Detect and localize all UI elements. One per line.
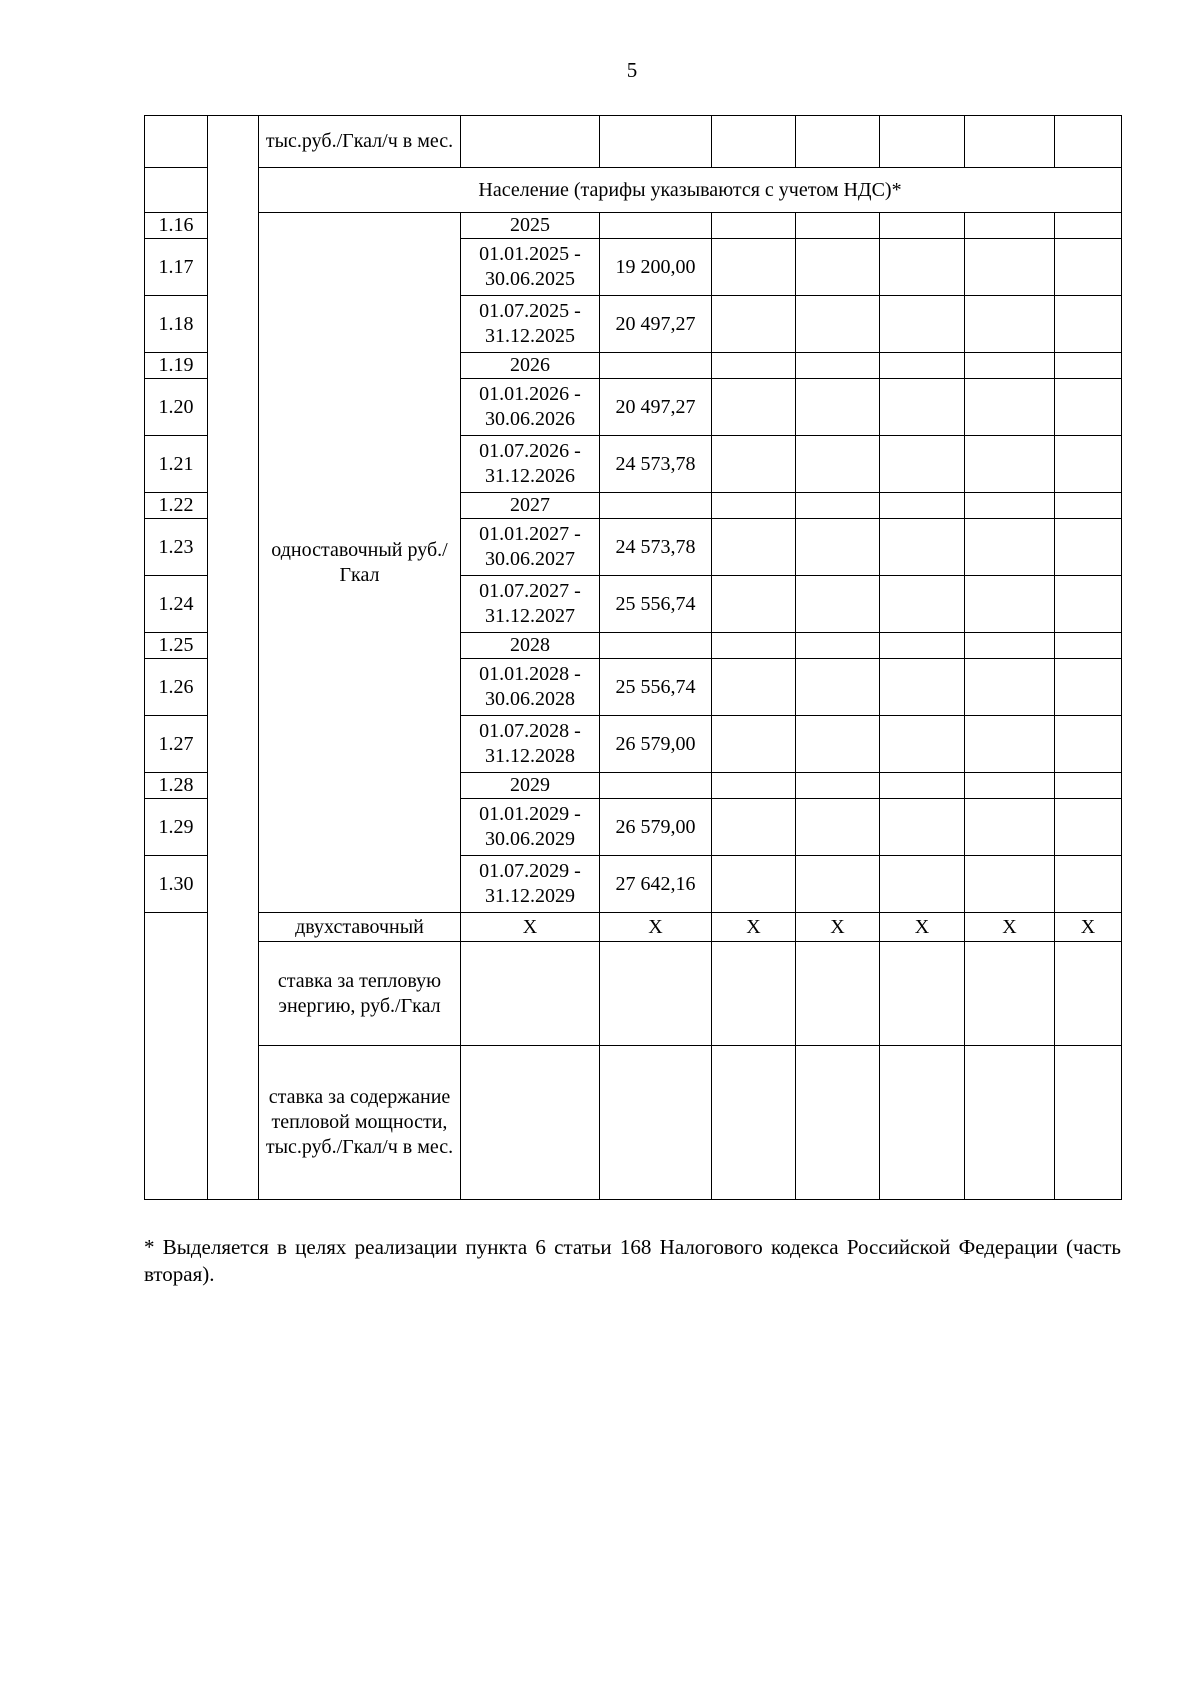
- empty-cell: [965, 436, 1055, 493]
- empty-cell: [880, 799, 965, 856]
- empty-cell: [965, 493, 1055, 519]
- tariff-value: 25 556,74: [600, 576, 712, 633]
- empty-cell: [965, 773, 1055, 799]
- row-number: 1.18: [145, 296, 208, 353]
- empty-cell: [880, 213, 965, 239]
- empty-cell: [712, 576, 796, 633]
- empty-cell: [796, 436, 880, 493]
- empty-cell: [1055, 659, 1122, 716]
- empty-cell: [712, 436, 796, 493]
- period-cell: 01.01.2026 - 30.06.2026: [461, 379, 600, 436]
- table-row-capacity-rate: [145, 1046, 1122, 1200]
- empty-cell: [880, 436, 965, 493]
- row-number: 1.23: [145, 519, 208, 576]
- empty-cell: [965, 519, 1055, 576]
- period-cell: 01.07.2027 - 31.12.2027: [461, 576, 600, 633]
- page-number: 5: [626, 58, 638, 82]
- empty-cell: [712, 519, 796, 576]
- empty-cell: [461, 942, 600, 1046]
- row-number: 1.28: [145, 773, 208, 799]
- empty-cell: [796, 659, 880, 716]
- row-number: 1.27: [145, 716, 208, 773]
- empty-cell: [712, 856, 796, 913]
- empty-cell: [880, 519, 965, 576]
- empty-cell: [796, 519, 880, 576]
- row-number: 1.26: [145, 659, 208, 716]
- tariff-value: [600, 353, 712, 379]
- row-number: 1.24: [145, 576, 208, 633]
- empty-cell: [880, 716, 965, 773]
- empty-cell: [1055, 296, 1122, 353]
- year-cell: 2025: [461, 213, 600, 239]
- empty-cell: [712, 353, 796, 379]
- empty-cell: [1055, 633, 1122, 659]
- row-number: 1.21: [145, 436, 208, 493]
- empty-cell: [712, 493, 796, 519]
- empty-cell: [461, 1046, 600, 1200]
- empty-cell: [880, 773, 965, 799]
- tariff-value: [600, 213, 712, 239]
- period-cell: 01.01.2029 - 30.06.2029: [461, 799, 600, 856]
- period-cell: 01.07.2029 - 31.12.2029: [461, 856, 600, 913]
- two-rate-label: двухставочный: [259, 913, 461, 942]
- period-cell: 01.01.2028 - 30.06.2028: [461, 659, 600, 716]
- empty-cell: [1055, 942, 1122, 1046]
- empty-cell: [712, 379, 796, 436]
- year-cell: 2029: [461, 773, 600, 799]
- tariff-value: 24 573,78: [600, 436, 712, 493]
- empty-cell: [1055, 379, 1122, 436]
- x-mark: X: [965, 913, 1055, 942]
- empty-cell: [1055, 799, 1122, 856]
- tariff-table: [144, 115, 1122, 1200]
- period-cell: 01.07.2028 - 31.12.2028: [461, 716, 600, 773]
- tariff-value: 20 497,27: [600, 379, 712, 436]
- empty-cell: [880, 1046, 965, 1200]
- footnote: * Выделяется в целях реализации пункта 6 статьи 168 Налогового кодекса Российской Федерации (часть вторая).: [144, 1235, 1121, 1286]
- empty-cell: [1055, 773, 1122, 799]
- energy-rate-label: ставка за тепловую энергию, руб./Гкал: [259, 942, 461, 1046]
- x-mark: X: [461, 913, 600, 942]
- empty-cell: [1055, 213, 1122, 239]
- capacity-rate-label: ставка за содержание тепловой мощности, тыс.руб./Гкал/ч в мес.: [259, 1046, 461, 1200]
- x-mark: X: [796, 913, 880, 942]
- empty-cell: [796, 296, 880, 353]
- empty-cell: [712, 773, 796, 799]
- empty-cell: [965, 799, 1055, 856]
- empty-cell: [1055, 436, 1122, 493]
- empty-cell: [1055, 576, 1122, 633]
- empty-cell: [965, 213, 1055, 239]
- x-mark: X: [712, 913, 796, 942]
- tariff-value: [600, 493, 712, 519]
- empty-cell: [880, 856, 965, 913]
- table-row-two-rate: [145, 913, 1122, 942]
- row-number: 1.29: [145, 799, 208, 856]
- empty-cell: [712, 296, 796, 353]
- row-number: 1.25: [145, 633, 208, 659]
- row-number: 1.22: [145, 493, 208, 519]
- empty-cell: [880, 296, 965, 353]
- period-cell: 01.01.2025 - 30.06.2025: [461, 239, 600, 296]
- table-row-section: [145, 168, 1122, 213]
- empty-cell: [796, 1046, 880, 1200]
- row-number: 1.30: [145, 856, 208, 913]
- empty-column-cell: [208, 116, 259, 1200]
- tariff-value: 26 579,00: [600, 799, 712, 856]
- empty-cell: [1055, 1046, 1122, 1200]
- section-title: Население (тарифы указываются с учетом НДС)*: [259, 168, 1122, 213]
- tariff-value: 19 200,00: [600, 239, 712, 296]
- table-row: [145, 213, 1122, 239]
- empty-cell: [712, 942, 796, 1046]
- empty-cell: [600, 1046, 712, 1200]
- empty-cell: [712, 659, 796, 716]
- tariff-value: 20 497,27: [600, 296, 712, 353]
- row-number: 1.19: [145, 353, 208, 379]
- empty-cell: [1055, 353, 1122, 379]
- empty-cell: [796, 213, 880, 239]
- rate-type-cell: одноставочный руб./Гкал: [259, 213, 461, 913]
- empty-cell: [796, 773, 880, 799]
- empty-cell: [965, 633, 1055, 659]
- empty-cell: [796, 379, 880, 436]
- period-cell: 01.07.2025 - 31.12.2025: [461, 296, 600, 353]
- empty-cell: [965, 379, 1055, 436]
- empty-cell: [965, 716, 1055, 773]
- empty-cell: [880, 659, 965, 716]
- empty-cell: [965, 1046, 1055, 1200]
- row-number: 1.17: [145, 239, 208, 296]
- empty-cell: [712, 799, 796, 856]
- year-cell: 2026: [461, 353, 600, 379]
- x-mark: X: [880, 913, 965, 942]
- tariff-value: [600, 633, 712, 659]
- empty-cell: [965, 239, 1055, 296]
- x-mark: X: [1055, 913, 1122, 942]
- row-number: 1.16: [145, 213, 208, 239]
- empty-cell: [796, 942, 880, 1046]
- empty-cell: [965, 576, 1055, 633]
- empty-cell: [796, 576, 880, 633]
- empty-cell: [1055, 856, 1122, 913]
- empty-cell: [796, 799, 880, 856]
- empty-cell: [965, 856, 1055, 913]
- row-number: 1.20: [145, 379, 208, 436]
- tariff-value: 24 573,78: [600, 519, 712, 576]
- period-cell: 01.01.2027 - 30.06.2027: [461, 519, 600, 576]
- empty-cell: [1055, 493, 1122, 519]
- year-cell: 2028: [461, 633, 600, 659]
- empty-cell: [880, 353, 965, 379]
- empty-cell: [796, 633, 880, 659]
- empty-cell: [712, 633, 796, 659]
- table-row-top-unit: [145, 116, 1122, 168]
- empty-cell: [880, 576, 965, 633]
- tariff-value: [600, 773, 712, 799]
- empty-cell: [796, 856, 880, 913]
- empty-cell: [796, 493, 880, 519]
- empty-cell: [880, 493, 965, 519]
- empty-cell: [965, 659, 1055, 716]
- x-mark: X: [600, 913, 712, 942]
- table-row-energy-rate: [145, 942, 1122, 1046]
- unit-label-cell: тыс.руб./Гкал/ч в мес.: [259, 116, 461, 168]
- empty-cell: [712, 1046, 796, 1200]
- row-number-empty: [145, 913, 208, 1200]
- period-cell: 01.07.2026 - 31.12.2026: [461, 436, 600, 493]
- tariff-value: 26 579,00: [600, 716, 712, 773]
- tariff-value: 25 556,74: [600, 659, 712, 716]
- empty-cell: [796, 239, 880, 296]
- empty-cell: [965, 942, 1055, 1046]
- empty-cell: [796, 716, 880, 773]
- empty-cell: [712, 716, 796, 773]
- empty-cell: [796, 353, 880, 379]
- empty-cell: [600, 942, 712, 1046]
- empty-cell: [880, 239, 965, 296]
- empty-cell: [880, 379, 965, 436]
- tariff-value: 27 642,16: [600, 856, 712, 913]
- empty-cell: [880, 942, 965, 1046]
- empty-cell: [1055, 239, 1122, 296]
- empty-cell: [1055, 716, 1122, 773]
- year-cell: 2027: [461, 493, 600, 519]
- empty-cell: [1055, 519, 1122, 576]
- empty-cell: [880, 633, 965, 659]
- empty-cell: [965, 353, 1055, 379]
- empty-cell: [712, 239, 796, 296]
- empty-cell: [965, 296, 1055, 353]
- empty-cell: [712, 213, 796, 239]
